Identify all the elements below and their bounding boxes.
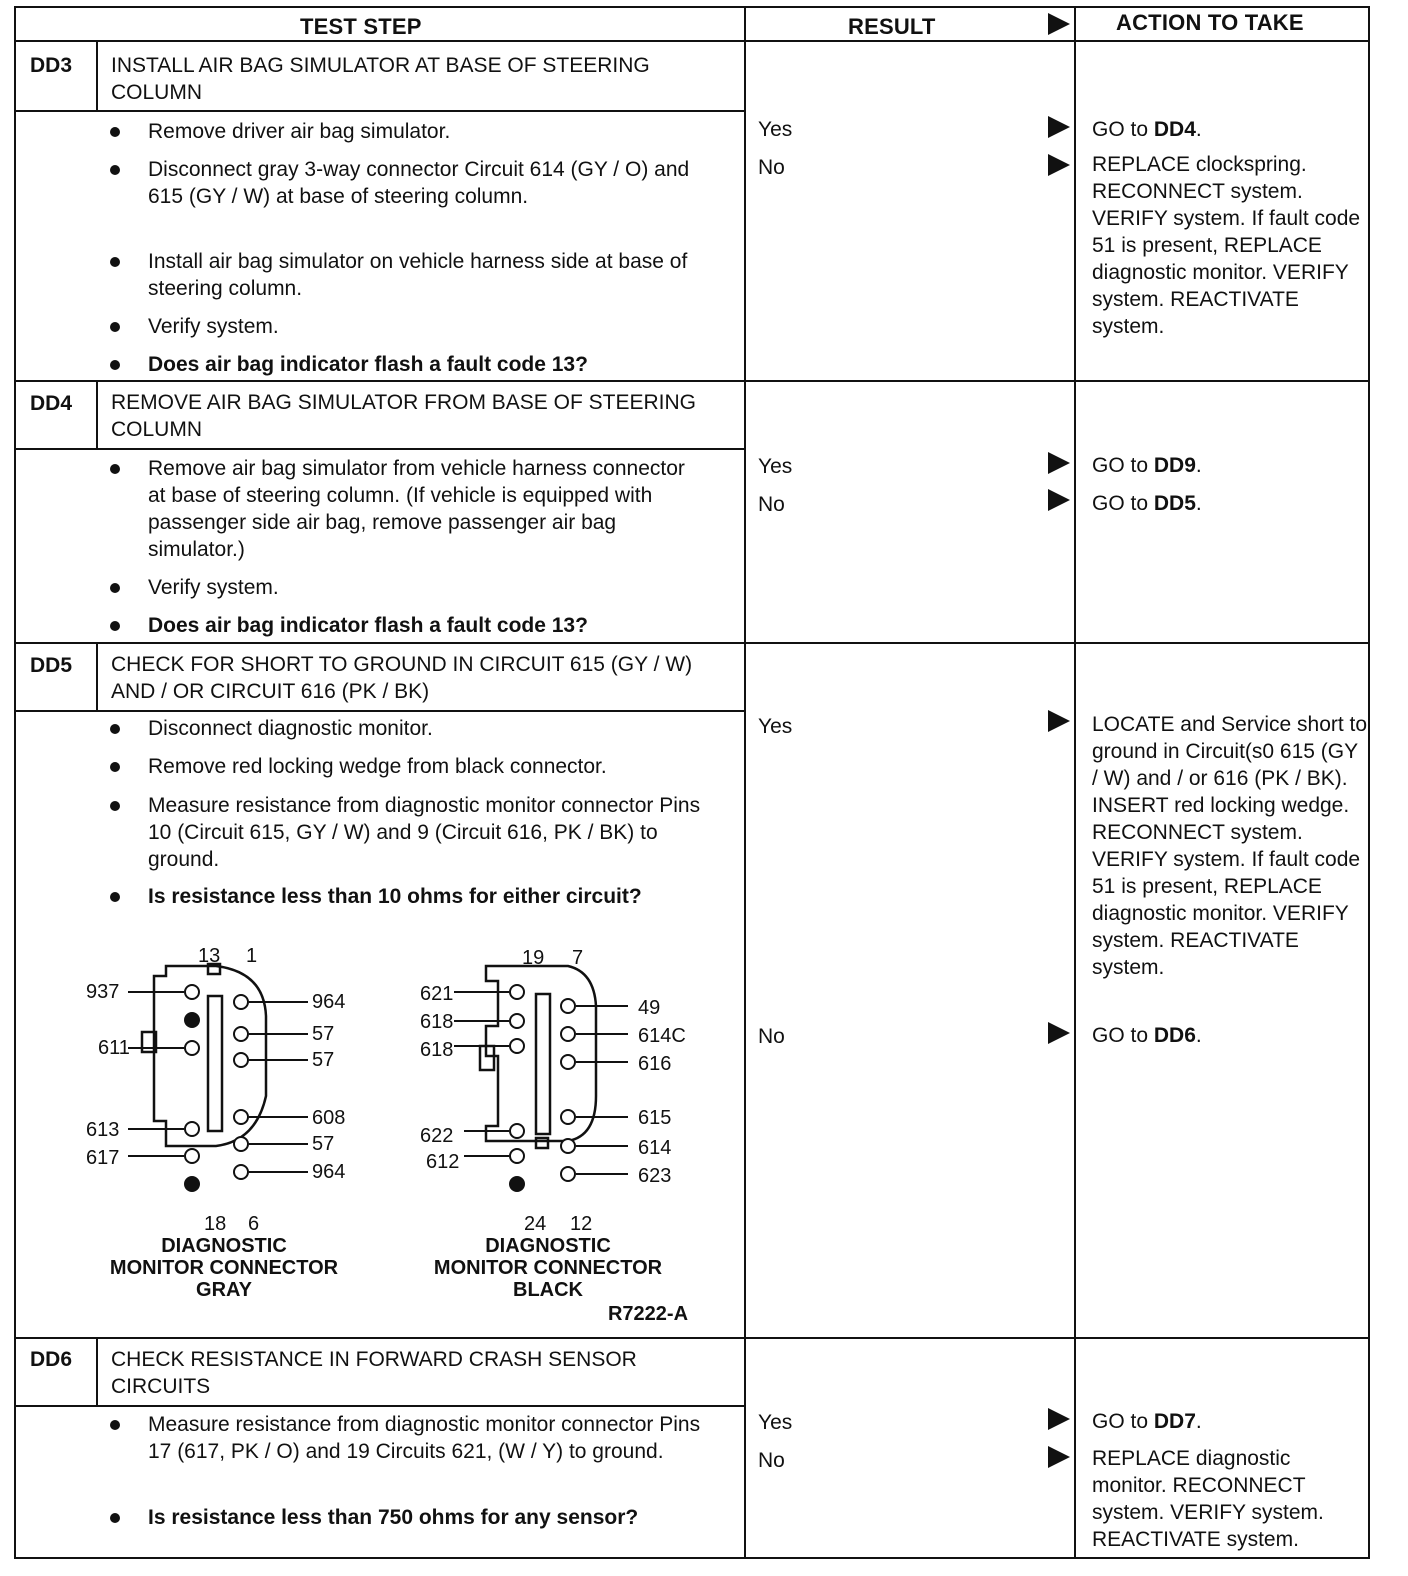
wire-label-617: 617 — [86, 1147, 120, 1169]
arrow-icon — [1048, 1022, 1070, 1044]
wire-label-622: 622 — [420, 1125, 454, 1147]
step-id-dd4: DD4 — [30, 392, 73, 415]
result-dd3-yes: Yes — [758, 118, 793, 141]
header-test-step: TEST STEP — [300, 14, 422, 39]
arrow-icon — [1048, 1446, 1070, 1468]
dd5-title-rule — [16, 710, 744, 712]
bullet-icon — [110, 322, 120, 332]
wire-label-618: 618 — [420, 1011, 454, 1033]
arrow-icon — [1048, 452, 1070, 474]
connector-diagram-svg — [76, 936, 716, 1331]
pin-number-13: 13 — [198, 945, 221, 967]
connector-diagram — [76, 936, 716, 1336]
dd5-rule — [16, 642, 1368, 644]
arrow-icon — [1048, 1408, 1070, 1430]
header-result: RESULT — [848, 14, 936, 39]
dd3-title-rule — [16, 110, 744, 112]
step-title-dd4: REMOVE AIR BAG SIMULATOR FROM BASE OF STEERING COLUMN — [111, 391, 696, 441]
bullet-icon — [110, 724, 120, 734]
action-column-divider — [1074, 8, 1076, 1557]
action-dd4-yes: GO to DD9. — [1092, 454, 1202, 477]
dd6-title-rule — [16, 1405, 744, 1407]
bullet-icon — [110, 360, 120, 370]
bullet-icon — [110, 1420, 120, 1430]
wire-label-621: 621 — [420, 983, 454, 1005]
step-title-dd3: INSTALL AIR BAG SIMULATOR AT BASE OF STEERING COLUMN — [111, 54, 650, 104]
step-title-dd6: CHECK RESISTANCE IN FORWARD CRASH SENSOR CIRCUITS — [111, 1348, 637, 1398]
bullet-icon — [110, 165, 120, 175]
black-caption-line3: BLACK — [513, 1279, 583, 1301]
result-dd3-no: No — [758, 156, 785, 179]
wire-label-964: 964 — [312, 991, 346, 1013]
id-column-divider-dd3 — [96, 40, 98, 110]
step-id-dd3: DD3 — [30, 54, 73, 77]
pin-number-1: 1 — [246, 945, 258, 967]
pin-number-6: 6 — [248, 1213, 260, 1235]
action-dd3-no: REPLACE clockspring. RECONNECT system. VERIFY system. If fault code 51 is present, REPLACE diagnostic monitor. VERIFY system. REACTIVATE system. — [1092, 153, 1361, 338]
gray-caption-line2: MONITOR CONNECTOR — [109, 1257, 339, 1279]
id-column-divider-dd4 — [96, 380, 98, 448]
arrow-icon — [1048, 154, 1070, 176]
bullet-icon — [110, 583, 120, 593]
action-dd6-no: REPLACE diagnostic monitor. RECONNECT system. VERIFY system. REACTIVATE system. — [1092, 1447, 1324, 1551]
bullet-icon — [110, 621, 120, 631]
bullet-icon — [110, 762, 120, 772]
header-action: ACTION TO TAKE — [1116, 10, 1304, 35]
wire-label-613: 613 — [86, 1119, 120, 1141]
result-dd5-no: No — [758, 1025, 785, 1048]
header-rule — [16, 40, 1368, 42]
arrow-icon — [1048, 489, 1070, 511]
wire-label-614: 614 — [638, 1137, 672, 1159]
wire-label-964: 964 — [312, 1161, 346, 1183]
result-dd4-no: No — [758, 493, 785, 516]
wire-label-57: 57 — [312, 1133, 335, 1155]
wire-label-612: 612 — [426, 1151, 460, 1173]
step-id-dd5: DD5 — [30, 654, 73, 677]
action-dd5-no: GO to DD6. — [1092, 1024, 1202, 1047]
bullet-icon — [110, 1513, 120, 1523]
pin-number-18: 18 — [204, 1213, 227, 1235]
wire-label-611: 611 — [98, 1037, 130, 1059]
result-column-divider — [744, 8, 746, 1557]
header-arrow-icon — [1048, 13, 1070, 35]
pin-number-12: 12 — [570, 1213, 593, 1235]
result-dd6-yes: Yes — [758, 1411, 793, 1434]
wire-label-57: 57 — [312, 1049, 335, 1071]
pin-number-19: 19 — [522, 947, 545, 969]
dd4-rule — [16, 380, 1368, 382]
black-caption-line1: DIAGNOSTIC — [485, 1235, 611, 1257]
arrow-icon — [1048, 710, 1070, 732]
wire-label-937: 937 — [86, 981, 120, 1003]
bullet-icon — [110, 801, 120, 811]
gray-caption-line3: GRAY — [196, 1279, 252, 1301]
wire-label-49: 49 — [638, 997, 661, 1019]
dd4-title-rule — [16, 448, 744, 450]
step-id-dd6: DD6 — [30, 1348, 73, 1371]
action-dd3-yes: GO to DD4. — [1092, 118, 1202, 141]
step-title-dd5: CHECK FOR SHORT TO GROUND IN CIRCUIT 615 (GY / W) AND / OR CIRCUIT 616 (PK / BK) — [111, 653, 693, 703]
result-dd5-yes: Yes — [758, 715, 793, 738]
wire-label-608: 608 — [312, 1107, 346, 1129]
bullet-icon — [110, 257, 120, 267]
dd6-rule — [16, 1337, 1368, 1339]
pin-number-24: 24 — [524, 1213, 547, 1235]
gray-caption-line1: DIAGNOSTIC — [161, 1235, 287, 1257]
black-caption-line2: MONITOR CONNECTOR — [433, 1257, 663, 1279]
wire-label-614c: 614C — [638, 1025, 686, 1047]
result-dd4-yes: Yes — [758, 455, 793, 478]
wire-label-623: 623 — [638, 1165, 672, 1187]
id-column-divider-dd5 — [96, 642, 98, 710]
action-dd6-yes: GO to DD7. — [1092, 1410, 1202, 1433]
wire-label-57: 57 — [312, 1023, 335, 1045]
bullet-icon — [110, 464, 120, 474]
result-dd6-no: No — [758, 1449, 785, 1472]
bullet-icon — [110, 127, 120, 137]
wire-label-616: 616 — [638, 1053, 672, 1075]
id-column-divider-dd6 — [96, 1337, 98, 1405]
bullet-icon — [110, 892, 120, 902]
action-dd5-yes: LOCATE and Service short to ground in Circuit(s0 615 (GY / W) and / or 616 (PK / BK). INSERT red locking wedge. RECONNECT system. VERIFY system. If fault code 51 is present, REPLACE diagnostic monitor. VERIFY system. REACTIVATE system. — [1092, 713, 1368, 979]
wire-label-618: 618 — [420, 1039, 454, 1061]
diagnostic-table: TEST STEP RESULT ACTION TO TAKE DD3 INSTALL AIR BAG SIMULATOR AT BASE OF STEERING COLUMN Remove driver air bag simulator. Disconnect gray 3-way connector Circuit 614 (GY / O) and 615 (GY / W) at base of steering column. Install air bag simulator on vehicle harness side at base of steering column. Verify system. Does air bag indicator flash a fault code 13? Yes GO to DD4. No REPLACE clockspring. RECONNECT system. VERIFY system. If fault code 51 is present, REPLACE diagnostic monitor. VERIFY system. REACTIVATE system. DD4 REMOVE AIR BAG SIMULATOR FROM BASE OF STEERING COLUMN Remove air bag simulator from vehicle harness connector at base of steering column. (If vehicle is equipped with passenger side air bag, remove passenger air bag simulator.) Verify system. Does air bag indicator flash a fault code 13? Yes GO to DD9. No GO to DD5. DD5 CHECK FOR SHORT TO GROUND IN CIRCUIT 615 (GY / W) AND / OR CIRCUIT 616 (PK / BK) Disconnect diagnostic monitor. Remove red locking wedge from black connector. Measure resistance from diagnostic monitor connector Pins 10 (Circuit 615, GY / W) and 9 (Circuit 616, PK / BK) to ground. Is resistance less than 10 ohms for either circuit? Yes LOCATE and Service short to ground in Circuit(s0 615 (GY / W) and / or 616 (PK / BK). INSERT red locking wedge. RECONNECT system. VERIFY system. If fault code 51 is present, REPLACE diagnostic monitor. VERIFY system. REACTIVATE system. No GO to DD6. 13 1 937 611 613 617 964 57 57 608 57 964 18 6 19 7 621 618 618 622 612 49 614C 616 615 614 623 24 12 DIAGNOSTIC MONITOR CONNECTOR GRAY DIAGNOSTIC MONITOR CONNECTOR BLACK R7222-A DD6 CHECK RESISTANCE IN FORWARD CRASH SENSOR CIRCUITS Measure resistance from diagnostic monitor connector Pins 17 (617, PK / O) and 19 Circuits 621, (W / Y) to ground. Is resistance less than 750 ohms for any sensor? Yes GO to DD7. No REPLACE diagnostic monitor. RECONNECT system. VERIFY system. REACTIVATE system. — [14, 6, 1370, 1559]
pin-number-7: 7 — [572, 947, 584, 969]
wire-label-615: 615 — [638, 1107, 672, 1129]
figure-id: R7222-A — [607, 1303, 689, 1325]
action-dd4-no: GO to DD5. — [1092, 492, 1202, 515]
arrow-icon — [1048, 116, 1070, 138]
